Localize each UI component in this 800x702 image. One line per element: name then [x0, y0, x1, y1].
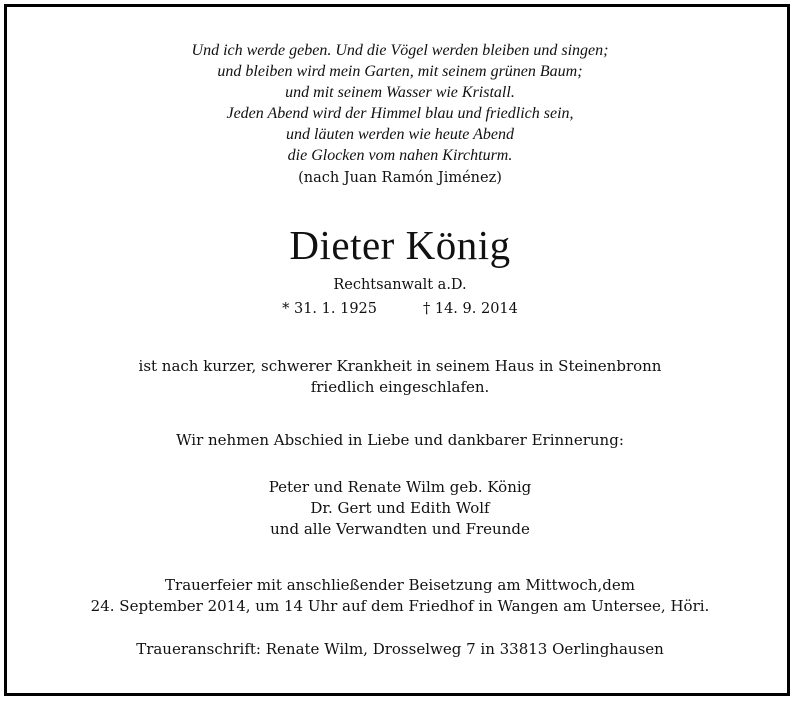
poem-line: und mit seinem Wasser wie Kristall.	[285, 84, 515, 101]
ceremony-line: Trauerfeier mit anschließender Beisetzung am Mittwoch,dem	[165, 576, 635, 594]
mourning-address: Traueranschrift: Renate Wilm, Drosselweg 7 in 33813 Oerlinghausen	[136, 640, 664, 658]
farewell-text: Wir nehmen Abschied in Liebe und dankbarer Erinnerung:	[176, 431, 624, 449]
birth-date: * 31. 1. 1925	[282, 301, 377, 317]
message-line: friedlich eingeschlafen.	[310, 378, 490, 396]
deceased-title: Rechtsanwalt a.D.	[333, 277, 467, 293]
mourners-list	[0, 477, 800, 540]
poem-line: und läuten werden wie heute Abend	[286, 126, 514, 143]
poem-line: und bleiben wird mein Garten, mit seinem grünen Baum;	[217, 63, 583, 80]
funeral-ceremony	[0, 575, 800, 617]
mourner-entry: Peter und Renate Wilm geb. König	[268, 478, 532, 496]
message-line: ist nach kurzer, schwerer Krankheit in seinem Haus in Steinenbronn	[138, 357, 662, 375]
poem	[0, 40, 800, 166]
life-dates	[0, 299, 800, 319]
poem-line: Jeden Abend wird der Himmel blau und friedlich sein,	[226, 105, 574, 122]
ceremony-line: 24. September 2014, um 14 Uhr auf dem Friedhof in Wangen am Untersee, Höri.	[90, 597, 710, 615]
mourner-entry: Dr. Gert und Edith Wolf	[310, 499, 490, 517]
mourner-entry: und alle Verwandten und Freunde	[270, 520, 530, 538]
death-message	[0, 356, 800, 398]
deceased-name: Dieter König	[289, 222, 511, 268]
poem-line: die Glocken vom nahen Kirchturm.	[287, 147, 513, 164]
poem-line: Und ich werde geben. Und die Vögel werden bleiben und singen;	[191, 42, 609, 59]
death-date: † 14. 9. 2014	[423, 301, 518, 317]
poem-attribution: (nach Juan Ramón Jiménez)	[298, 170, 502, 186]
